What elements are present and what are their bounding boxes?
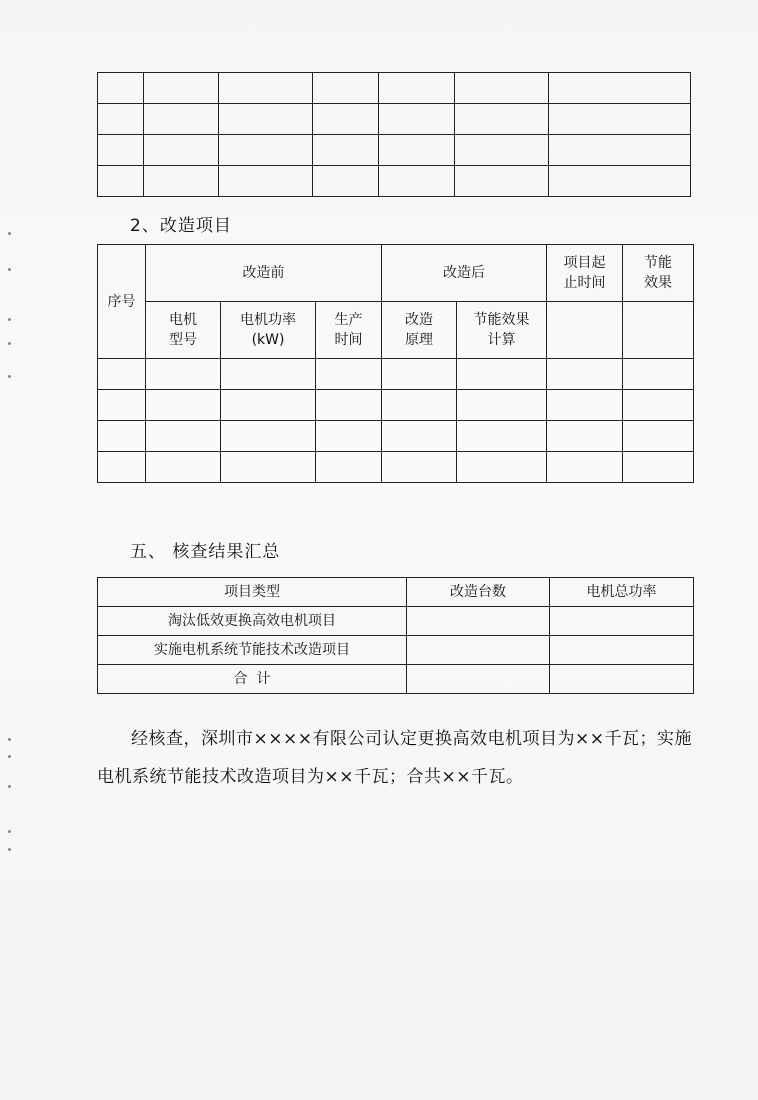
table-cell <box>219 73 313 104</box>
table-cell <box>313 166 379 197</box>
table-cell <box>547 390 623 421</box>
summary-table <box>97 577 694 694</box>
table-cell <box>407 636 550 665</box>
binder-hole <box>8 318 11 321</box>
header-production-time: 生产 时间 <box>316 302 382 359</box>
table-cell <box>313 73 379 104</box>
table-row <box>98 135 691 166</box>
table-cell <box>313 135 379 166</box>
table-cell <box>547 359 623 390</box>
table-cell <box>457 359 547 390</box>
continuation-table <box>97 72 691 197</box>
table-cell <box>221 359 316 390</box>
binder-hole <box>8 738 11 741</box>
header-motor-model: 电机 型号 <box>146 302 221 359</box>
header-calculation: 节能效果 计算 <box>457 302 547 359</box>
table-cell <box>382 359 457 390</box>
table-cell <box>316 390 382 421</box>
table-cell <box>550 607 694 636</box>
binder-hole <box>8 785 11 788</box>
conclusion-paragraph: 经核查，深圳市××××有限公司认定更换高效电机项目为××千瓦；实施电机系统节能技术改造项目为××千瓦；合共××千瓦。 <box>97 729 692 787</box>
table-cell <box>455 135 549 166</box>
table-row <box>98 359 694 390</box>
table-cell <box>379 104 455 135</box>
table-cell <box>379 73 455 104</box>
table-cell <box>457 452 547 483</box>
table-cell <box>316 452 382 483</box>
table-cell <box>144 104 219 135</box>
table-cell <box>316 359 382 390</box>
table-cell <box>219 166 313 197</box>
binder-hole <box>8 268 11 271</box>
section5-heading: 五、 核查结果汇总 <box>130 542 281 562</box>
table-cell <box>623 390 694 421</box>
table-cell <box>455 73 549 104</box>
table-cell <box>316 421 382 452</box>
table-cell <box>146 452 221 483</box>
table-row <box>98 452 694 483</box>
table-row <box>98 636 694 665</box>
table-row <box>98 665 694 694</box>
table-header-row <box>98 245 694 302</box>
table-cell <box>549 166 691 197</box>
table-row <box>98 390 694 421</box>
table-cell <box>407 665 550 694</box>
table-cell <box>547 421 623 452</box>
table-cell <box>221 452 316 483</box>
section2-heading: 2、改造项目 <box>130 216 232 236</box>
table-cell <box>144 166 219 197</box>
table-header-row <box>98 578 694 607</box>
table-cell <box>382 452 457 483</box>
header-period: 项目起 止时间 <box>547 245 623 302</box>
table-cell <box>550 665 694 694</box>
table-cell <box>219 135 313 166</box>
table-cell <box>146 390 221 421</box>
header-seq: 序号 <box>98 245 146 359</box>
table-cell <box>219 104 313 135</box>
table-cell <box>98 104 144 135</box>
table-cell <box>98 390 146 421</box>
header-project-type: 项目类型 <box>98 578 407 607</box>
table-row <box>98 73 691 104</box>
table-subheader-row <box>98 302 694 359</box>
table-cell <box>550 636 694 665</box>
table-cell <box>313 104 379 135</box>
header-principle: 改造 原理 <box>382 302 457 359</box>
table-cell <box>455 104 549 135</box>
retrofit-table <box>97 244 694 483</box>
binder-hole <box>8 375 11 378</box>
header-motor-power: 电机功率 (kW) <box>221 302 316 359</box>
binder-hole <box>8 848 11 851</box>
table-cell <box>549 135 691 166</box>
table-row <box>98 421 694 452</box>
header-before: 改造前 <box>146 245 382 302</box>
table-cell <box>407 607 550 636</box>
table-cell <box>98 452 146 483</box>
table-cell <box>221 390 316 421</box>
table-cell <box>146 421 221 452</box>
table-cell <box>144 135 219 166</box>
table-cell <box>457 390 547 421</box>
table-cell <box>221 421 316 452</box>
binder-hole <box>8 232 11 235</box>
table-cell <box>547 302 623 359</box>
row-type: 淘汰低效更换高效电机项目 <box>98 607 407 636</box>
header-after: 改造后 <box>382 245 547 302</box>
table-cell <box>623 359 694 390</box>
table-cell <box>98 73 144 104</box>
table-cell <box>146 359 221 390</box>
binder-hole <box>8 755 11 758</box>
table-cell <box>98 421 146 452</box>
table-cell <box>144 73 219 104</box>
table-cell <box>98 166 144 197</box>
row-type: 实施电机系统节能技术改造项目 <box>98 636 407 665</box>
table-cell <box>98 359 146 390</box>
table-cell <box>98 135 144 166</box>
table-cell <box>547 452 623 483</box>
table-cell <box>623 302 694 359</box>
binder-hole <box>8 342 11 345</box>
table-row <box>98 104 691 135</box>
table-cell <box>623 421 694 452</box>
table-row <box>98 166 691 197</box>
table-cell <box>457 421 547 452</box>
header-effect: 节能 效果 <box>623 245 694 302</box>
table-cell <box>549 104 691 135</box>
table-cell <box>623 452 694 483</box>
header-total-power: 电机总功率 <box>550 578 694 607</box>
row-total: 合 计 <box>98 665 407 694</box>
table-cell <box>382 390 457 421</box>
table-cell <box>382 421 457 452</box>
table-cell <box>379 166 455 197</box>
binder-hole <box>8 830 11 833</box>
header-retrofit-count: 改造台数 <box>407 578 550 607</box>
table-cell <box>549 73 691 104</box>
table-cell <box>379 135 455 166</box>
table-row <box>98 607 694 636</box>
table-cell <box>455 166 549 197</box>
